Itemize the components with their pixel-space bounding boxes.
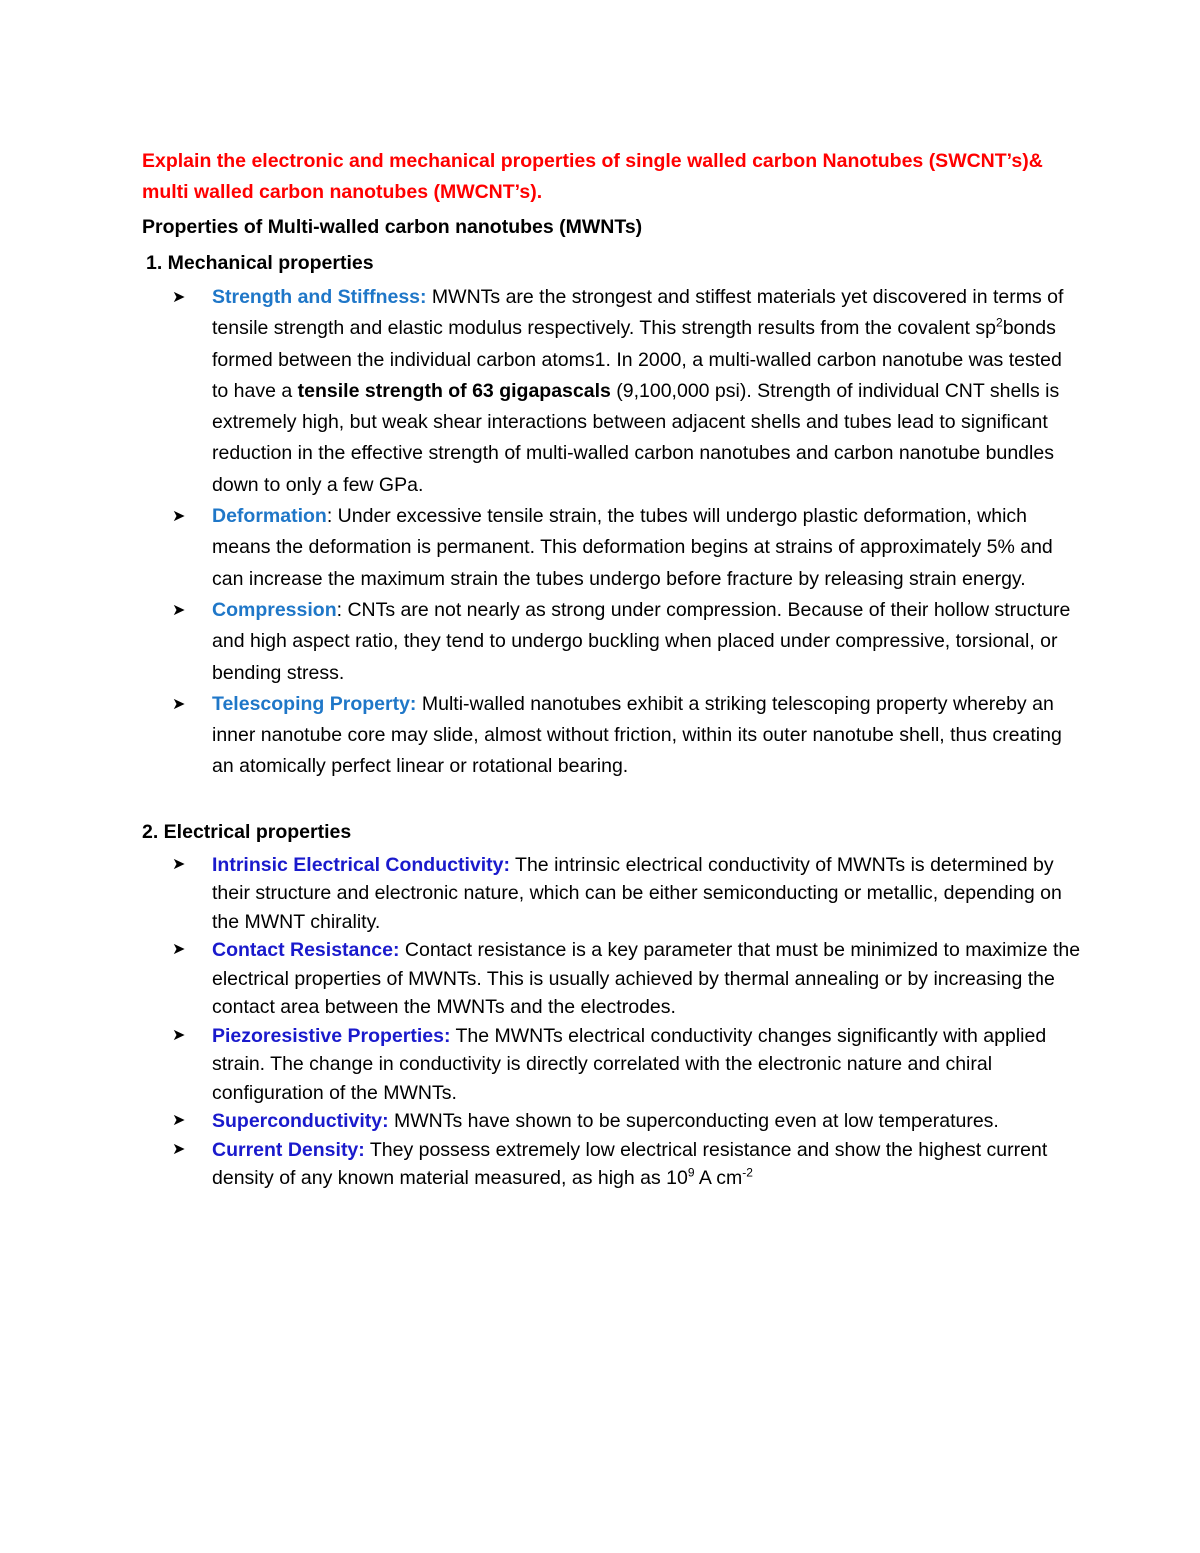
- document-page: [142, 146, 1082, 1193]
- item-emphasis: tensile strength of 63 gigapascals: [297, 379, 611, 402]
- list-item: [172, 1107, 1082, 1136]
- item-text: bonds formed between the individual carbon atoms1. In 2000, a multi-walled carbon nanotube was tested to have a: [212, 317, 1062, 402]
- item-text: : CNTs are not nearly as strong under compression. Because of their hollow structure and high aspect ratio, they tend to undergo buckling when placed under compressive, torsional, or bending stress.: [212, 598, 1071, 684]
- arrowhead-bullet-icon: ➤: [172, 1112, 186, 1130]
- item-term: Intrinsic Electrical Conductivity:: [212, 853, 510, 876]
- item-term: Strength and Stiffness:: [212, 286, 427, 308]
- arrowhead-bullet-icon: ➤: [172, 508, 186, 526]
- item-term: Superconductivity:: [212, 1110, 389, 1133]
- list-item: [172, 689, 1082, 783]
- superscript: 9: [687, 1165, 695, 1180]
- arrowhead-bullet-icon: ➤: [172, 695, 186, 713]
- list-item: [172, 282, 1082, 501]
- item-text: Contact resistance is a key parameter that must be minimized to maximize the electrical properties of MWNTs. This is usually achieved by thermal annealing or by increasing the contact area between the MWNTs and the electrodes.: [212, 939, 1081, 1019]
- arrowhead-bullet-icon: ➤: [172, 941, 186, 959]
- electrical-properties-list: [142, 851, 1082, 1193]
- item-term: Telescoping Property:: [212, 692, 417, 715]
- item-text: Multi-walled nanotubes exhibit a striking telescoping property whereby an inner nanotube core may slide, almost without friction, within its outer nanotube shell, thus creating an atomically perfect linear or rotational bearing.: [212, 692, 1062, 778]
- item-term: Piezoresistive Properties:: [212, 1024, 451, 1047]
- item-text: The MWNTs electrical conductivity changes significantly with applied strain. The change in conductivity is directly correlated with the electronic nature and chiral configuration of the MWNTs.: [212, 1024, 1047, 1104]
- item-text: : Under excessive tensile strain, the tubes will undergo plastic deformation, which means the deformation is permanent. This deformation begins at strains of approximately 5% and can increase the maximum strain the tubes undergo before fracture by releasing strain energy.: [212, 505, 1053, 590]
- mechanical-properties-list: [142, 282, 1082, 783]
- list-item: [172, 595, 1082, 689]
- page-subheading: Properties of Multi-walled carbon nanotubes (MWNTs): [142, 216, 643, 238]
- item-text: MWNTs are the strongest and stiffest materials yet discovered in terms of tensile strength and elastic modulus respectively. This strength results from the covalent sp: [212, 286, 1064, 340]
- section-title-mechanical: 1. Mechanical properties: [146, 252, 374, 274]
- arrowhead-bullet-icon: ➤: [172, 601, 186, 619]
- list-item: [172, 1136, 1082, 1193]
- list-item: [172, 501, 1082, 595]
- list-item: [172, 851, 1082, 937]
- superscript: 2: [996, 315, 1003, 330]
- item-text: The intrinsic electrical conductivity of MWNTs is determined by their structure and electronic nature, which can be either semiconducting or metallic, depending on the MWNT chirality.: [212, 853, 1062, 933]
- superscript: -2: [742, 1165, 753, 1180]
- item-text: They possess extremely low electrical resistance and show the highest current density of any known material measured, as high as 10: [212, 1138, 1048, 1190]
- item-text: A cm: [694, 1167, 743, 1190]
- item-term: Contact Resistance:: [212, 939, 400, 962]
- question-heading: Explain the electronic and mechanical properties of single walled carbon Nanotubes (SWCNT’s)& multi walled carbon nanotubes (MWCNT’s).: [142, 150, 1043, 203]
- arrowhead-bullet-icon: ➤: [172, 855, 186, 873]
- arrowhead-bullet-icon: ➤: [172, 1026, 186, 1044]
- item-term: Deformation: [212, 505, 327, 528]
- list-item: [172, 1022, 1082, 1108]
- item-term: Current Density:: [212, 1138, 365, 1161]
- item-text: MWNTs have shown to be superconducting even at low temperatures.: [388, 1110, 999, 1133]
- section-title-electrical: 2. Electrical properties: [142, 820, 352, 843]
- item-text: (9,100,000 psi). Strength of individual CNT shells is extremely high, but weak shear interactions between adjacent shells and tubes lead to significant reduction in the effective strength of multi-walled carbon nanotubes and carbon nanotube bundles down to only a few GPa.: [212, 379, 1060, 496]
- arrowhead-bullet-icon: ➤: [172, 1140, 186, 1158]
- item-term: Compression: [212, 598, 337, 621]
- arrowhead-bullet-icon: ➤: [172, 289, 186, 306]
- list-item: [172, 936, 1082, 1022]
